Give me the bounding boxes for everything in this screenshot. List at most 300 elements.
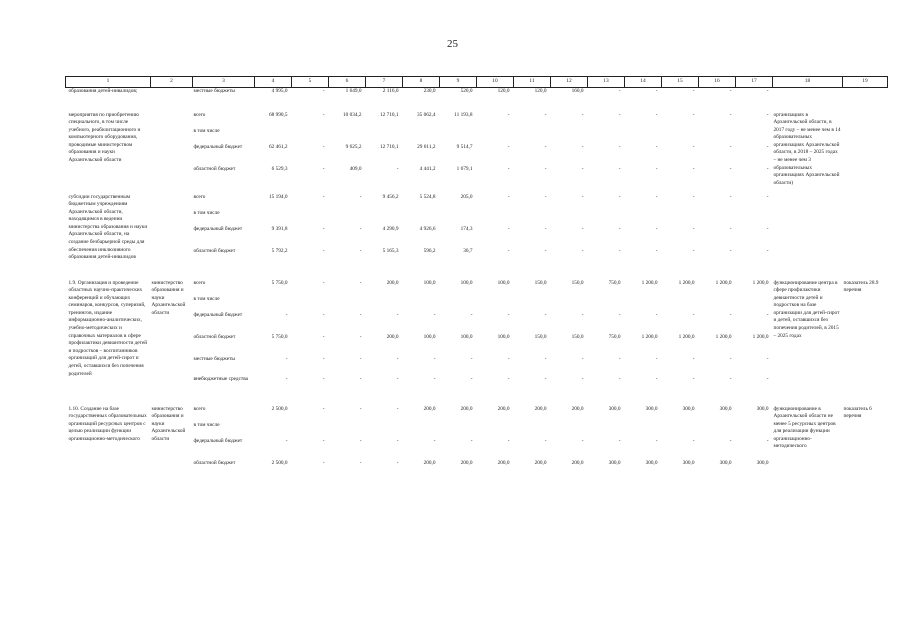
funding-source: федеральный бюджет xyxy=(193,311,243,318)
indicator-ref: показатель 6 перечня xyxy=(843,405,872,420)
amount-cell: 230,0 xyxy=(423,88,436,94)
responsible-org xyxy=(151,194,193,270)
amount-cell: - xyxy=(322,311,325,318)
column-header-10: 10 xyxy=(477,77,514,88)
column-header-15: 15 xyxy=(662,77,699,88)
amount-cell: 200,0 xyxy=(571,405,584,412)
amount-cell: 300,0 xyxy=(682,405,695,412)
expected-result xyxy=(773,194,843,270)
amount-cell: - xyxy=(544,355,547,362)
amount-cell: 160,0 xyxy=(571,88,584,94)
funding-source: областной бюджет xyxy=(193,459,236,466)
amount-cell: - xyxy=(729,88,732,94)
table-row xyxy=(66,280,888,296)
amount-cell: 2 500,0 xyxy=(271,459,288,466)
measure-name: субсидии государственным бюджетным учреждениям Архангельской области, находящимся в ведении министерства образования и науки Архангельской области, на создание безбарьерной среды для обеспечения инклюзивного образования детей-инвалидов xyxy=(68,193,148,261)
table-row xyxy=(66,194,888,210)
amount-cell: 300,0 xyxy=(645,405,658,412)
column-header-8: 8 xyxy=(403,77,440,88)
amount-cell: - xyxy=(581,247,584,254)
amount-cell: - xyxy=(359,247,362,254)
amount-cell xyxy=(366,128,403,144)
amount-cell xyxy=(551,296,588,312)
amount-cell: 150,0 xyxy=(534,279,547,286)
column-header-13: 13 xyxy=(588,77,625,88)
amount-cell xyxy=(366,296,403,312)
amount-cell: 5 750,0 xyxy=(271,279,288,286)
amount-cell: - xyxy=(507,111,510,118)
column-header-12: 12 xyxy=(551,77,588,88)
page-number: 25 xyxy=(447,38,458,50)
amount-cell: - xyxy=(544,437,547,444)
amount-cell: 150,0 xyxy=(571,333,584,340)
amount-cell: - xyxy=(581,311,584,318)
amount-cell: - xyxy=(581,111,584,118)
amount-cell: 100,0 xyxy=(497,279,510,286)
amount-cell: 1 649,0 xyxy=(345,88,362,94)
amount-cell xyxy=(514,422,551,438)
amount-cell: - xyxy=(655,143,658,150)
funding-source: областной бюджет xyxy=(193,333,236,340)
amount-cell: - xyxy=(766,311,769,318)
amount-cell: 200,0 xyxy=(497,459,510,466)
funding-source: в том числе xyxy=(193,209,220,216)
column-header-17: 17 xyxy=(736,77,773,88)
amount-cell: - xyxy=(655,193,658,200)
amount-cell: - xyxy=(359,437,362,444)
amount-cell xyxy=(736,210,773,226)
amount-cell: 1 200,0 xyxy=(752,279,769,286)
amount-cell: - xyxy=(507,375,510,382)
amount-cell: 520,0 xyxy=(460,88,473,94)
amount-cell: 1 200,0 xyxy=(752,333,769,340)
amount-cell: - xyxy=(359,193,362,200)
amount-cell: - xyxy=(655,375,658,382)
amount-cell: - xyxy=(322,165,325,172)
amount-cell xyxy=(551,128,588,144)
amount-cell: 4 926,6 xyxy=(419,225,436,232)
amount-cell: - xyxy=(470,355,473,362)
amount-cell: 1 200,0 xyxy=(678,279,695,286)
amount-cell: - xyxy=(396,459,399,466)
amount-cell: - xyxy=(618,193,621,200)
amount-cell: - xyxy=(507,355,510,362)
amount-cell: 100,0 xyxy=(423,279,436,286)
amount-cell: - xyxy=(766,247,769,254)
funding-source: областной бюджет xyxy=(193,165,236,172)
amount-cell: 200,0 xyxy=(534,459,547,466)
amount-cell xyxy=(292,210,329,226)
amount-cell: - xyxy=(618,165,621,172)
amount-cell: - xyxy=(655,111,658,118)
funding-source: областной бюджет xyxy=(193,247,236,254)
amount-cell xyxy=(329,296,366,312)
amount-cell: - xyxy=(618,375,621,382)
amount-cell: - xyxy=(507,165,510,172)
amount-cell: 35 062,4 xyxy=(416,111,436,118)
amount-cell: - xyxy=(729,437,732,444)
amount-cell: 300,0 xyxy=(719,459,732,466)
column-header-11: 11 xyxy=(514,77,551,88)
amount-cell xyxy=(588,210,625,226)
amount-cell: - xyxy=(322,459,325,466)
amount-cell xyxy=(699,296,736,312)
amount-cell xyxy=(514,296,551,312)
amount-cell xyxy=(514,128,551,144)
amount-cell: - xyxy=(618,355,621,362)
amount-cell: - xyxy=(581,355,584,362)
amount-cell: - xyxy=(729,247,732,254)
funding-source: федеральный бюджет xyxy=(193,225,243,232)
amount-cell: - xyxy=(729,143,732,150)
amount-cell: - xyxy=(322,437,325,444)
amount-cell: 1 200,0 xyxy=(641,333,658,340)
amount-cell: - xyxy=(507,225,510,232)
amount-cell xyxy=(625,422,662,438)
amount-cell: 750,0 xyxy=(608,333,621,340)
funding-source: всего xyxy=(193,111,206,118)
indicator-ref xyxy=(843,112,888,188)
amount-cell: 30,7 xyxy=(463,247,473,254)
amount-cell: 5 524,8 xyxy=(419,193,436,200)
amount-cell: 200,0 xyxy=(423,459,436,466)
amount-cell: - xyxy=(692,437,695,444)
column-header-2: 2 xyxy=(151,77,193,88)
amount-cell: - xyxy=(618,437,621,444)
amount-cell: - xyxy=(359,375,362,382)
amount-cell: 2 500,0 xyxy=(271,405,288,412)
amount-cell: 300,0 xyxy=(719,405,732,412)
amount-cell: - xyxy=(729,165,732,172)
amount-cell xyxy=(440,128,477,144)
amount-cell: - xyxy=(618,111,621,118)
amount-cell: - xyxy=(322,143,325,150)
amount-cell: - xyxy=(396,165,399,172)
amount-cell: 4 995,0 xyxy=(271,88,288,94)
measure-name: образования детей-инвалидов; xyxy=(68,88,138,94)
amount-cell: - xyxy=(544,311,547,318)
amount-cell: - xyxy=(507,143,510,150)
funding-source: местные бюджеты xyxy=(193,88,235,94)
amount-cell: - xyxy=(655,225,658,232)
amount-cell xyxy=(292,128,329,144)
amount-cell: - xyxy=(507,193,510,200)
amount-cell: - xyxy=(729,225,732,232)
amount-cell: - xyxy=(396,355,399,362)
amount-cell: 150,0 xyxy=(534,333,547,340)
amount-cell: 1 200,0 xyxy=(678,333,695,340)
amount-cell: 15 194,0 xyxy=(268,193,288,200)
amount-cell xyxy=(403,422,440,438)
amount-cell: - xyxy=(766,165,769,172)
responsible-org xyxy=(151,112,193,188)
amount-cell: - xyxy=(766,225,769,232)
amount-cell: - xyxy=(692,165,695,172)
amount-cell: 300,0 xyxy=(682,459,695,466)
amount-cell: - xyxy=(544,225,547,232)
amount-cell: 200,0 xyxy=(460,405,473,412)
column-header-4: 4 xyxy=(255,77,292,88)
amount-cell xyxy=(699,128,736,144)
amount-cell: - xyxy=(507,311,510,318)
amount-cell: 174,3 xyxy=(460,225,473,232)
amount-cell: - xyxy=(766,111,769,118)
amount-cell: - xyxy=(507,247,510,254)
amount-cell: - xyxy=(322,247,325,254)
amount-cell: - xyxy=(581,437,584,444)
amount-cell xyxy=(514,210,551,226)
amount-cell xyxy=(625,296,662,312)
amount-cell: 200,0 xyxy=(497,405,510,412)
amount-cell: - xyxy=(618,143,621,150)
indicator-ref xyxy=(843,88,888,108)
amount-cell: - xyxy=(692,375,695,382)
amount-cell: - xyxy=(322,111,325,118)
amount-cell xyxy=(662,296,699,312)
amount-cell: - xyxy=(618,247,621,254)
amount-cell: - xyxy=(655,247,658,254)
amount-cell: 200,0 xyxy=(460,459,473,466)
amount-cell: - xyxy=(322,375,325,382)
expected-result: функционирование в Архангельской области не менее 5 ресурсных центров для реализации функции организационно-методического xyxy=(773,405,836,450)
amount-cell: - xyxy=(470,437,473,444)
amount-cell: - xyxy=(655,355,658,362)
amount-cell xyxy=(736,422,773,438)
amount-cell: 750,0 xyxy=(608,279,621,286)
amount-cell: - xyxy=(544,247,547,254)
amount-cell: - xyxy=(433,355,436,362)
amount-cell: 300,0 xyxy=(756,405,769,412)
amount-cell: 300,0 xyxy=(608,405,621,412)
funding-source: в том числе xyxy=(193,127,220,134)
funding-source: всего xyxy=(193,193,206,200)
amount-cell: - xyxy=(618,225,621,232)
amount-cell: - xyxy=(322,225,325,232)
amount-cell xyxy=(699,422,736,438)
amount-cell: 205,0 xyxy=(460,193,473,200)
amount-cell: - xyxy=(359,405,362,412)
amount-cell xyxy=(403,296,440,312)
table-row xyxy=(66,406,888,422)
amount-cell: - xyxy=(359,279,362,286)
table-row xyxy=(66,112,888,128)
amount-cell: - xyxy=(581,165,584,172)
amount-cell: 120,0 xyxy=(534,88,547,94)
amount-cell: 100,0 xyxy=(423,333,436,340)
amount-cell: - xyxy=(544,143,547,150)
amount-cell xyxy=(625,128,662,144)
amount-cell xyxy=(551,422,588,438)
amount-cell: - xyxy=(322,355,325,362)
amount-cell: - xyxy=(766,355,769,362)
amount-cell: 5 792,2 xyxy=(271,247,288,254)
amount-cell xyxy=(329,422,366,438)
amount-cell: - xyxy=(655,165,658,172)
block-spacer xyxy=(66,270,888,280)
amount-cell xyxy=(736,128,773,144)
amount-cell: - xyxy=(766,143,769,150)
amount-cell: 29 611,2 xyxy=(417,143,436,150)
amount-cell: - xyxy=(396,311,399,318)
amount-cell xyxy=(662,210,699,226)
amount-cell xyxy=(477,296,514,312)
amount-cell: - xyxy=(581,143,584,150)
column-header-16: 16 xyxy=(699,77,736,88)
amount-cell xyxy=(440,296,477,312)
column-header-18: 18 xyxy=(773,77,843,88)
column-header-3: 3 xyxy=(193,77,255,88)
amount-cell: - xyxy=(655,311,658,318)
amount-cell: 409,0 xyxy=(349,165,362,172)
column-header-14: 14 xyxy=(625,77,662,88)
amount-cell: 5 750,0 xyxy=(271,333,288,340)
amount-cell: 200,0 xyxy=(534,405,547,412)
amount-cell: - xyxy=(359,355,362,362)
funding-source: всего xyxy=(193,279,206,286)
amount-cell: - xyxy=(692,143,695,150)
amount-cell: - xyxy=(692,111,695,118)
amount-cell: - xyxy=(544,375,547,382)
amount-cell xyxy=(736,296,773,312)
amount-cell xyxy=(403,210,440,226)
amount-cell: 9 391,8 xyxy=(271,225,288,232)
amount-cell: - xyxy=(433,375,436,382)
amount-cell xyxy=(255,128,292,144)
amount-cell: - xyxy=(322,88,325,94)
amount-cell: 200,0 xyxy=(386,279,399,286)
amount-cell xyxy=(440,210,477,226)
measure-name: 1.10. Создание на базе государственных образовательных организаций ресурсных центров с целью реализации функции организационно-методического xyxy=(68,405,147,442)
amount-cell xyxy=(662,128,699,144)
amount-cell xyxy=(366,422,403,438)
amount-cell: - xyxy=(544,165,547,172)
amount-cell: - xyxy=(766,193,769,200)
amount-cell: 12 710,1 xyxy=(379,143,399,150)
amount-cell: - xyxy=(729,311,732,318)
amount-cell: 4 290,9 xyxy=(382,225,399,232)
column-header-5: 5 xyxy=(292,77,329,88)
amount-cell: - xyxy=(655,437,658,444)
amount-cell: - xyxy=(544,193,547,200)
column-header-6: 6 xyxy=(329,77,366,88)
amount-cell: - xyxy=(470,311,473,318)
responsible-org: министерство образования и науки Архангельской области xyxy=(151,405,186,442)
amount-cell: - xyxy=(655,88,658,94)
amount-cell: - xyxy=(581,375,584,382)
amount-cell xyxy=(329,210,366,226)
amount-cell: - xyxy=(285,311,288,318)
funding-source: внебюджетные средства xyxy=(193,375,249,382)
amount-cell: 150,0 xyxy=(571,279,584,286)
amount-cell: 5 165,3 xyxy=(382,247,399,254)
amount-cell: - xyxy=(359,459,362,466)
amount-cell: 62 461,2 xyxy=(268,143,288,150)
indicator-ref xyxy=(843,194,888,270)
responsible-org xyxy=(151,88,193,108)
amount-cell: - xyxy=(766,375,769,382)
amount-cell xyxy=(625,210,662,226)
amount-cell: 1 200,0 xyxy=(641,279,658,286)
expected-result xyxy=(773,88,843,108)
amount-cell: 300,0 xyxy=(608,459,621,466)
amount-cell: - xyxy=(544,111,547,118)
amount-cell: - xyxy=(359,225,362,232)
funding-source: всего xyxy=(193,405,206,412)
amount-cell xyxy=(477,128,514,144)
amount-cell xyxy=(662,422,699,438)
expected-result: функционирование центра в сфере профилактики девиантности детей и подростков на базе организации для детей-сирот и детей, оставшихся без попечения родителей, в 2015 – 2025 годах xyxy=(773,279,840,339)
amount-cell: - xyxy=(692,355,695,362)
amount-cell: 300,0 xyxy=(645,459,658,466)
amount-cell xyxy=(403,128,440,144)
amount-cell xyxy=(329,128,366,144)
amount-cell xyxy=(588,296,625,312)
amount-cell: 10 034,2 xyxy=(342,111,362,118)
amount-cell: 68 990,5 xyxy=(268,111,288,118)
amount-cell: - xyxy=(692,225,695,232)
amount-cell: - xyxy=(692,311,695,318)
amount-cell xyxy=(588,128,625,144)
amount-cell: 4 441,2 xyxy=(419,165,436,172)
amount-cell: - xyxy=(433,311,436,318)
amount-cell: 12 710,1 xyxy=(379,111,399,118)
funding-source: в том числе xyxy=(193,295,220,302)
amount-cell: 9 514,7 xyxy=(456,143,473,150)
indicator-ref: показатель 28.9 перечня xyxy=(843,279,879,294)
amount-cell: - xyxy=(470,375,473,382)
expected-result: организациях в Архангельской области, в 2017 году – не менее чем в 14 образовательных организациях Архангельской области, в 2018 – 2025 годах – не менее чем 3 образовательных организациях Архангельской области) xyxy=(773,111,841,186)
amount-cell xyxy=(477,422,514,438)
amount-cell: 1 200,0 xyxy=(715,333,732,340)
amount-cell: 1 200,0 xyxy=(715,279,732,286)
amount-cell: - xyxy=(433,437,436,444)
amount-cell: - xyxy=(322,279,325,286)
amount-cell: - xyxy=(322,405,325,412)
funding-source: федеральный бюджет xyxy=(193,437,243,444)
amount-cell: - xyxy=(285,375,288,382)
amount-cell xyxy=(292,296,329,312)
amount-cell xyxy=(255,296,292,312)
amount-cell: - xyxy=(581,225,584,232)
amount-cell: 596,2 xyxy=(423,247,436,254)
amount-cell xyxy=(699,210,736,226)
amount-cell xyxy=(292,422,329,438)
amount-cell: - xyxy=(285,355,288,362)
amount-cell: - xyxy=(396,375,399,382)
amount-cell: - xyxy=(729,375,732,382)
amount-cell xyxy=(255,422,292,438)
measure-name: 1.9. Организация и проведение областных научно-практических конференций и обучающих семинаров, конкурсов, суперизий, тренингов, издание информационно-аналитических, учебно-методических и справочных материалов в сфере профилактики девиантности детей и подростков – воспитанников организаций для детей-сирот и детей, оставшихся без попечения родителей xyxy=(68,279,148,377)
amount-cell: - xyxy=(322,333,325,340)
amount-cell: - xyxy=(322,193,325,200)
measure-name: мероприятия по приобретению специального, в том числе учебного, реабилитационного и компьютерного оборудования, проводимые министерством образования и науки Архангельской области xyxy=(68,111,141,164)
column-header-7: 7 xyxy=(366,77,403,88)
funding-source: местные бюджеты xyxy=(193,355,235,362)
table-header-row xyxy=(66,77,888,88)
amount-cell: 300,0 xyxy=(756,459,769,466)
amount-cell: - xyxy=(618,311,621,318)
block-spacer xyxy=(66,396,888,406)
amount-cell: - xyxy=(692,247,695,254)
amount-cell xyxy=(588,422,625,438)
amount-cell xyxy=(440,422,477,438)
amount-cell: - xyxy=(618,88,621,94)
amount-cell: 11 193,8 xyxy=(454,111,473,118)
amount-cell: 100,0 xyxy=(460,279,473,286)
amount-cell: - xyxy=(396,405,399,412)
budget-table xyxy=(65,76,888,482)
responsible-org: министерство образования и науки Архангельской области xyxy=(151,279,186,316)
